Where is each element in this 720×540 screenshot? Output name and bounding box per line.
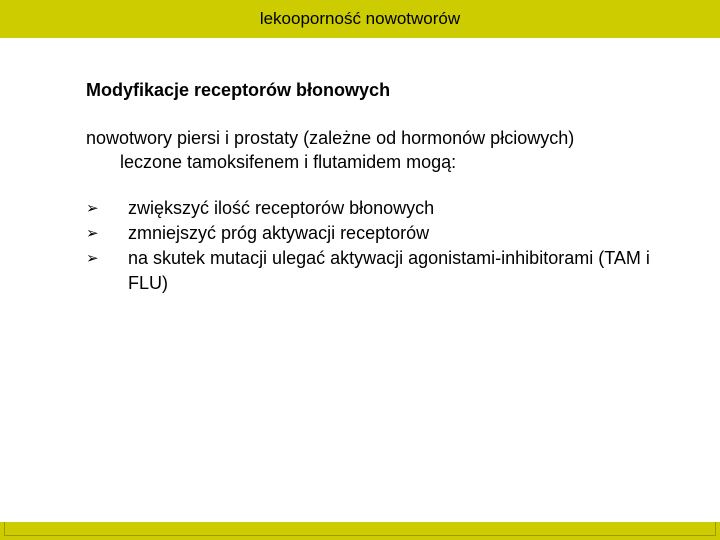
- list-item: [86, 246, 686, 296]
- slide-body: [0, 38, 720, 522]
- intro-line-1: nowotwory piersi i prostaty (zależne od hormonów płciowych): [86, 128, 575, 148]
- bullet-list: [86, 196, 686, 296]
- intro-paragraph: [86, 126, 666, 174]
- header-title: lekooporność nowotworów: [259, 9, 461, 28]
- list-item: [86, 221, 686, 246]
- bullet-text: zwiększyć ilość receptorów błonowych: [128, 198, 435, 218]
- intro-line-2: leczone tamoksifenem i flutamidem mogą:: [120, 152, 457, 172]
- slide-title: Modyfikacje receptorów błonowych: [86, 80, 391, 100]
- arrowhead-bullet-icon: ➢: [86, 249, 99, 267]
- header-bar: [0, 0, 720, 38]
- footer-bar: [0, 522, 720, 540]
- arrowhead-bullet-icon: ➢: [86, 199, 99, 217]
- arrowhead-bullet-icon: ➢: [86, 224, 99, 242]
- footer-frame-line: [4, 522, 716, 536]
- bullet-text: na skutek mutacji ulegać aktywacji agonistami-inhibitorami (TAM i FLU): [128, 248, 650, 293]
- bullet-text: zmniejszyć próg aktywacji receptorów: [128, 223, 430, 243]
- list-item: [86, 196, 686, 221]
